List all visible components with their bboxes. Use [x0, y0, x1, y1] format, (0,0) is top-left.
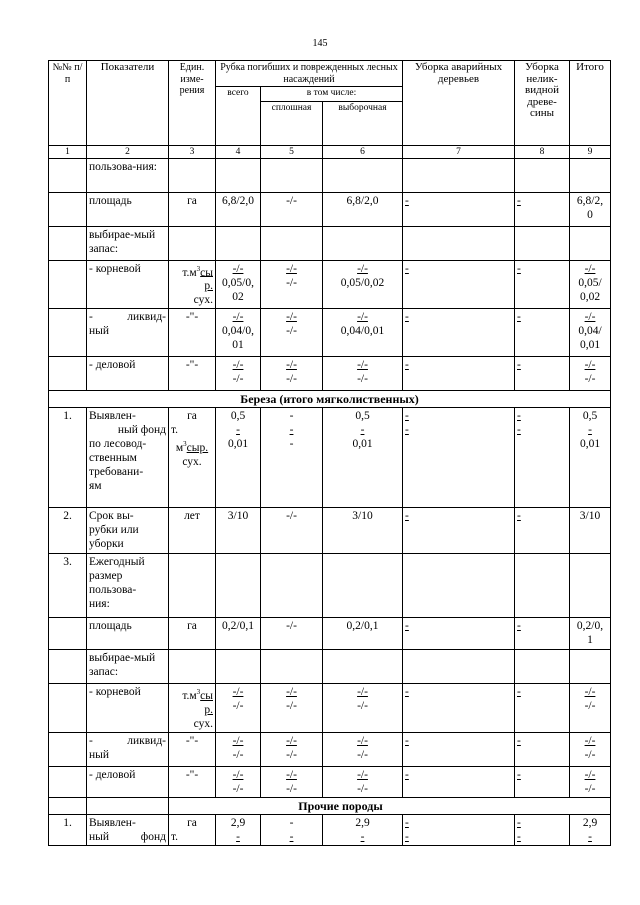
table-row: - деловой -"- -/- -/- -/- -/- -/- -/- - - -/- -/-: [49, 767, 611, 798]
table-row: 1. Выявлен- ный фонд га т. 2,9 - - - 2,9 - - - - - 2,9 -: [49, 815, 611, 846]
table-row: - корневой $т.м^3сы$ р. сух. -/- -/- -/- -/- -/- -/- - - -/- -/-: [49, 684, 611, 733]
table-row: выбирае-мый запас:: [49, 226, 611, 260]
table-row: 1. Выявлен- ный фонд по лесовод- ственным требовани- ям га т. $м^3сыр$. сух. 0,5 - 0,01 - - - 0,5 - 0,01 - - - - 0,5 - 0,01: [49, 408, 611, 508]
header-including: в том числе:: [261, 87, 403, 102]
table-row: пользова-ния:: [49, 158, 611, 192]
table-row: 3. Ежегодный размер пользова- ния:: [49, 554, 611, 618]
table-row: - ликвид- ный -"- -/- -/- -/- -/- -/- -/- - - -/- -/-: [49, 733, 611, 767]
table-row: - корневой $т.м^3сы$ р. сух. -/- 0,05/0, 02 -/- -/- -/- 0,05/0,02 - - -/- 0,05/ 0,02: [49, 260, 611, 309]
header-indicators: Показатели: [87, 61, 169, 146]
header-all: всего: [216, 87, 261, 146]
header-emergency: Уборка аварийных деревьев: [403, 61, 515, 146]
section-header-other: Прочие породы: [49, 798, 611, 815]
table-row: 2. Срок вы- рубки или уборки лет 3/10 -/- 3/10 - - 3/10: [49, 508, 611, 554]
table-row: выбирае-мый запас:: [49, 650, 611, 684]
table-row: площадь га 6,8/2,0 -/- 6,8/2,0 - - 6,8/2, 0: [49, 192, 611, 226]
table-row: - ликвид- ный -"- -/- 0,04/0, 01 -/- -/- -/- 0,04/0,01 - - -/- 0,04/ 0,01: [49, 309, 611, 357]
section-header-birch: Береза (итого мягколиственных): [49, 391, 611, 408]
table-row: - деловой -"- -/- -/- -/- -/- -/- -/- - - -/- -/-: [49, 357, 611, 391]
header-selective: выборочная: [323, 101, 403, 145]
header-clear-cut: сплошная: [261, 101, 323, 145]
header-num: №№ п/п: [49, 61, 87, 146]
header-unit: Един. изме-рения: [169, 61, 216, 146]
header-group-felling: Рубка погибших и поврежденных лесных насаждений: [216, 61, 403, 87]
header-total: Итого: [570, 61, 611, 146]
data-table: [48, 60, 611, 846]
table-row: площадь га 0,2/0,1 -/- 0,2/0,1 - - 0,2/0, 1: [49, 618, 611, 650]
header-illiquid: Уборка нелик-видной древе-сины: [515, 61, 570, 146]
column-numbers: 1 2 3 4 5 6 7 8 9: [49, 145, 611, 158]
page-number: 145: [312, 38, 328, 49]
